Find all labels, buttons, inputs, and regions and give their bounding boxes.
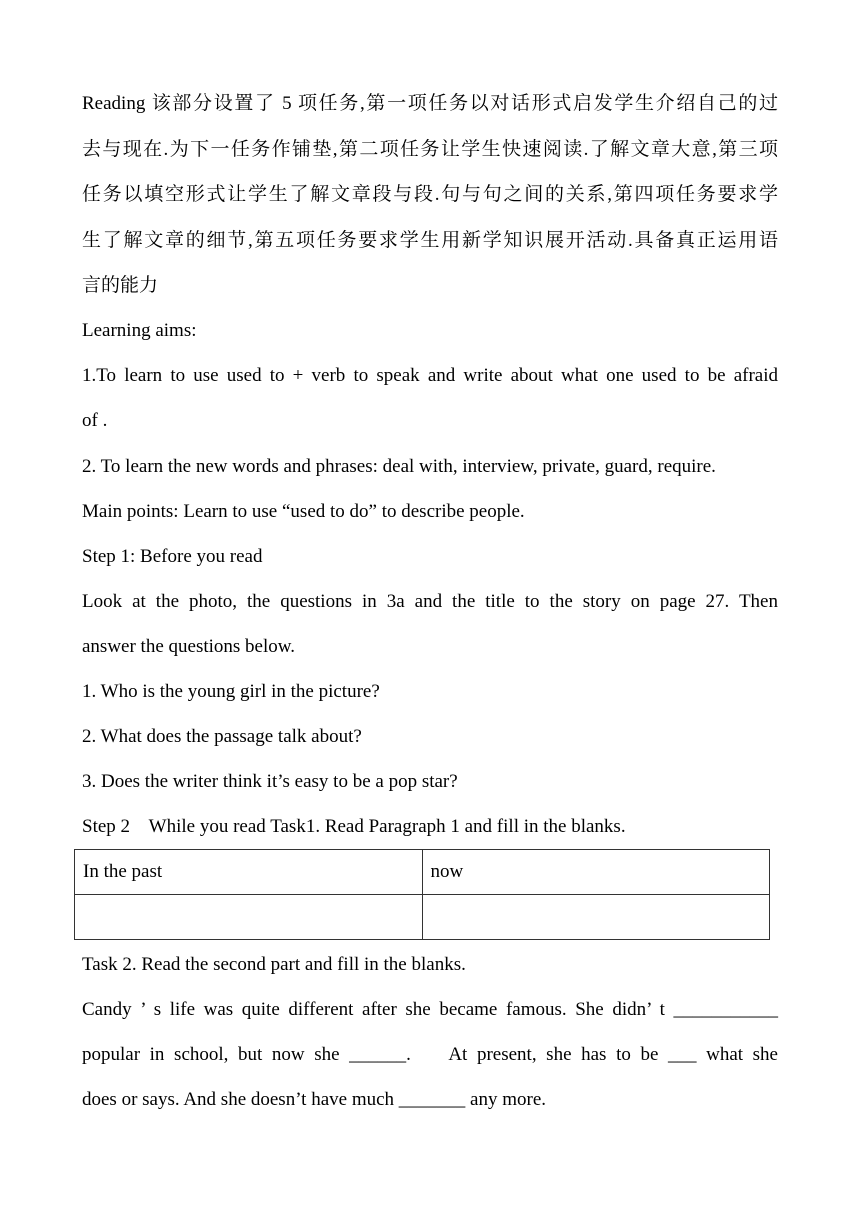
aim-1-line-2: of . [82, 410, 108, 431]
table-row [75, 895, 770, 940]
step-1-heading: Step 1: Before you read [82, 546, 263, 567]
intro-line-5: 言的能力 [82, 275, 159, 296]
step-2-heading: Step 2 While you read Task1. Read Paragraph 1 and fill in the blanks. [82, 816, 626, 837]
main-points: Main points: Learn to use “used to do” to describe people. [82, 501, 525, 522]
aim-2: 2. To learn the new words and phrases: deal with, interview, private, guard, require. [82, 456, 716, 477]
question-3: 3. Does the writer think it’s easy to be a pop star? [82, 771, 458, 792]
table-header-row [75, 850, 770, 895]
intro-line-4: 生了解文章的细节,第五项任务要求学生用新学知识展开活动.具备真正运用语 [82, 230, 778, 251]
step-1-instruction-line-1: Look at the photo, the questions in 3a and the title to the story on page 27. Then [82, 591, 778, 612]
past-now-table [74, 849, 770, 940]
task-2-heading: Task 2. Read the second part and fill in the blanks. [82, 954, 466, 975]
intro-line-3: 任务以填空形式让学生了解文章段与段.句与句之间的关系,第四项任务要求学 [82, 184, 778, 205]
task-2-line-2: popular in school, but now she ______. At present, she has to be ___ what she [82, 1044, 778, 1065]
step-1-instruction-line-2: answer the questions below. [82, 636, 295, 657]
table-cell-now-blank[interactable] [422, 895, 770, 940]
table-header-past: In the past [75, 850, 423, 895]
aim-1-line-1: 1.To learn to use used to + verb to speak and write about what one used to be afraid [82, 365, 778, 386]
task-2-line-3: does or says. And she doesn’t have much _______ any more. [82, 1089, 547, 1110]
question-1: 1. Who is the young girl in the picture? [82, 681, 380, 702]
table-cell-past-blank[interactable] [75, 895, 423, 940]
table-header-now: now [422, 850, 770, 895]
intro-line-2: 去与现在.为下一任务作铺垫,第二项任务让学生快速阅读.了解文章大意,第三项 [82, 139, 778, 160]
learning-aims-heading: Learning aims: [82, 320, 197, 341]
task-2-line-1: Candy ’ s life was quite different after she became famous. She didn’ t ___________ [82, 999, 778, 1020]
question-2: 2. What does the passage talk about? [82, 726, 362, 747]
intro-line-1: Reading 该部分设置了 5 项任务,第一项任务以对话形式启发学生介绍自己的过 [82, 93, 778, 114]
